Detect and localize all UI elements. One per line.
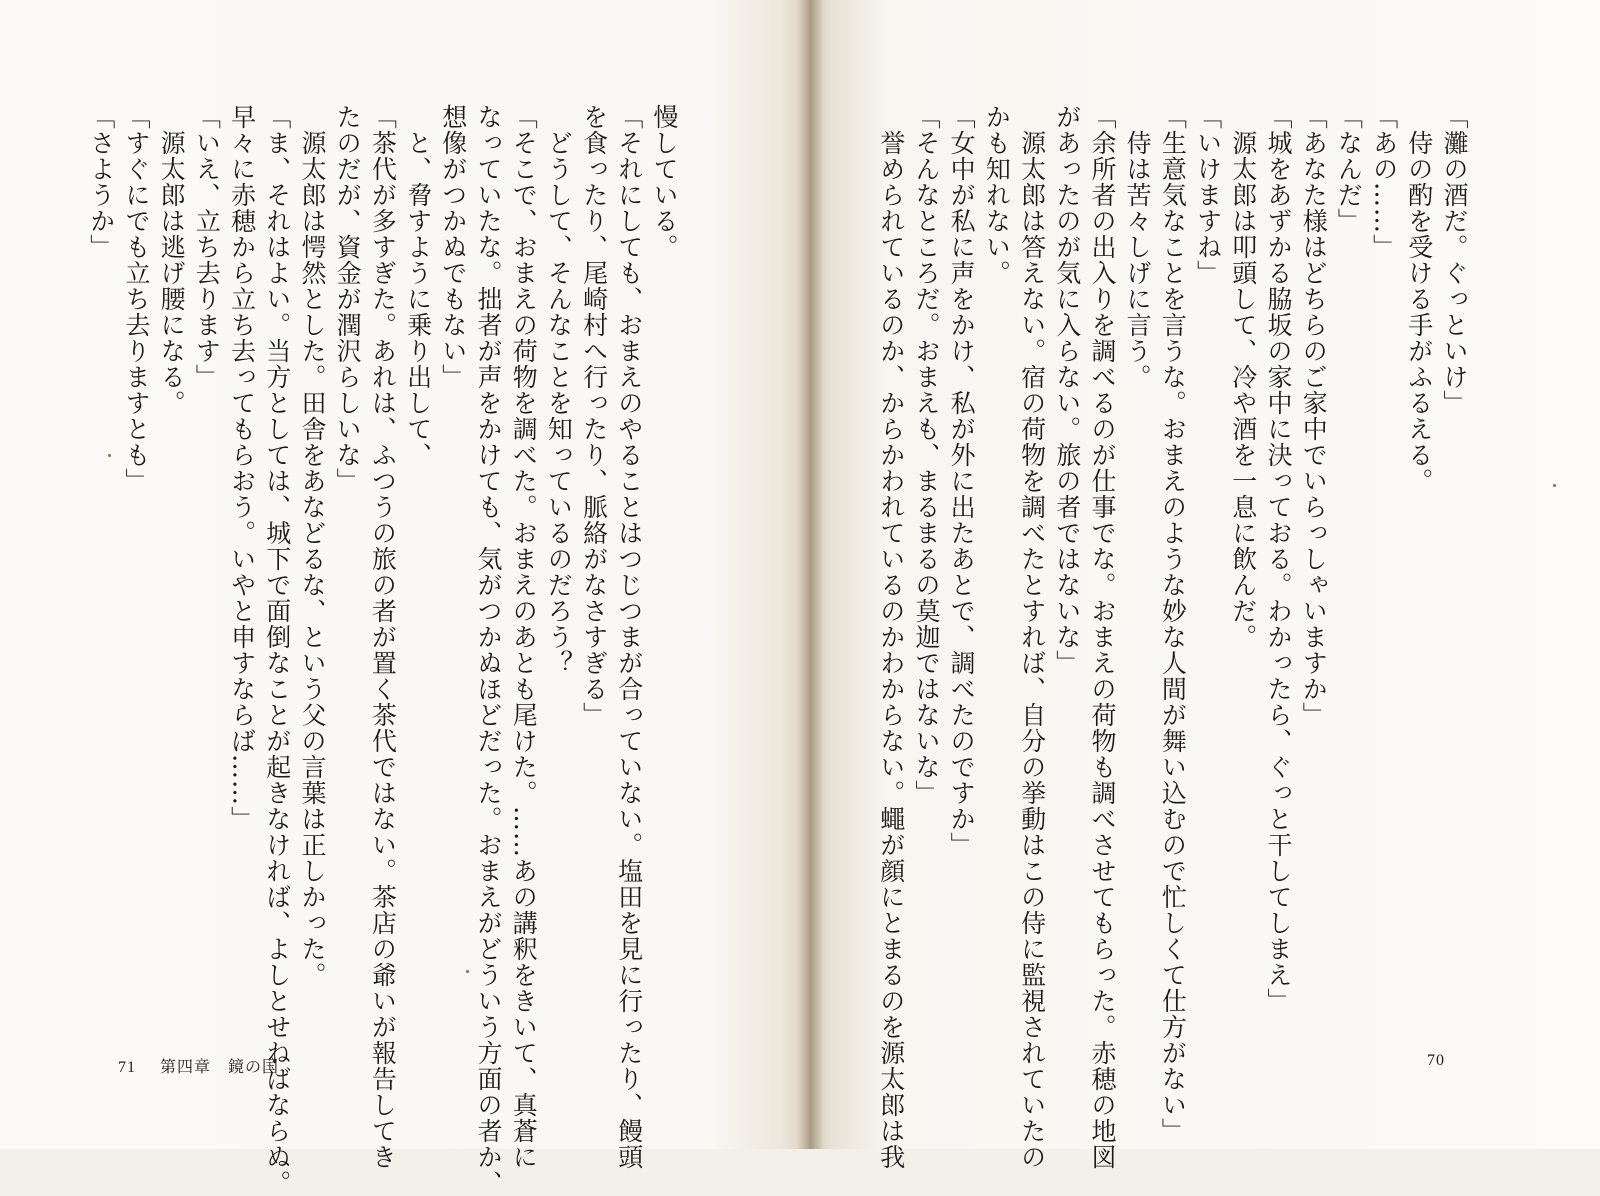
page-number-left: 71	[118, 1059, 136, 1076]
text-line: 源太郎は逃げ腰になる。	[157, 104, 187, 416]
text-line: たのだが、資金が潤沢らしいな」	[333, 104, 363, 494]
text-line: 「茶代が多すぎた。あれは、ふつうの旅の者が置く茶代ではない。茶店の爺いが報告してき	[368, 104, 398, 1170]
page-number-right: 70	[1427, 1052, 1445, 1069]
text-line: 「あの……」	[1369, 104, 1399, 260]
text-line: 「あなた様はどちらのご家中でいらっしゃいますか」	[1299, 104, 1329, 728]
text-line: 「すぐにでも立ち去りますとも」	[121, 104, 151, 494]
text-line: 早々に赤穂から立ち去ってもらおう。いやと申すならば……」	[227, 104, 257, 832]
text-line: 「それにしても、おまえのやることはつじつまが合っていない。塩田を見に行ったり、饅頭	[614, 104, 644, 1170]
text-line: どうして、そんなことを知っているのだろう？	[544, 104, 574, 676]
text-line: 源太郎は愕然とした。田舎をあなどるな、という父の言葉は正しかった。	[297, 104, 327, 988]
text-line: かも知れない。	[982, 104, 1012, 286]
text-line: 「余所者の出入りを調べるのが仕事でな。おまえの荷物も調べさせてもらった。赤穂の地図	[1087, 104, 1117, 1170]
print-speck	[1553, 484, 1556, 487]
text-line: 想像がつかぬでもない」	[438, 104, 468, 390]
text-line: 「いけますね」	[1193, 104, 1223, 286]
text-line: 「城をあずかる脇坂の家中に決っておる。わかったら、ぐっと干してしまえ」	[1263, 104, 1293, 1014]
text-line: 源太郎は叩頭して、冷や酒を一息に飲んだ。	[1228, 104, 1258, 650]
text-line: 「いえ、立ち去ります」	[192, 104, 222, 390]
text-line: 「そんなところだ。おまえも、まるまるの莫迦ではないな」	[911, 104, 941, 806]
text-line: 源太郎は答えない。宿の荷物を調べたとすれば、自分の挙動はこの侍に監視されていたの	[1017, 104, 1047, 1170]
text-line: 「なんだ」	[1334, 104, 1364, 234]
text-line: と、脅すように乗り出して、	[403, 104, 433, 468]
left-page-footer	[118, 1054, 279, 1077]
text-line: 「そこで、おまえの荷物を調べた。おまえのあとも尾けた。……あの講釈をきいて、真蒼に	[509, 104, 539, 1170]
text-line: 「生意気なことを言うな。おまえのような妙な人間が舞い込むので忙しくて仕方がない」	[1158, 104, 1188, 1144]
text-line: 慢している。	[650, 104, 679, 260]
text-line: 侍は苦々しげに言う。	[1123, 104, 1153, 390]
text-line: 「灘の酒だ。ぐっといけ」	[1440, 104, 1469, 416]
text-line: があったのが気に入らない。旅の者ではないな」	[1052, 104, 1082, 676]
text-line: 「さようか」	[86, 104, 116, 260]
chapter-header: 第四章 鏡の国	[160, 1059, 280, 1076]
print-speck	[108, 454, 111, 457]
text-line: なっていたな。拙者が声をかけても、気がつかぬほどだった。おまえがどういう方面の者か、	[473, 104, 503, 1196]
book-gutter	[796, 0, 822, 1149]
print-speck	[466, 970, 469, 973]
text-line: 侍の酌を受ける手がふるえる。	[1404, 104, 1434, 494]
text-line: 誉められているのか、からかわれているのかわからない。蠅が顔にとまるのを源太郎は我	[876, 104, 906, 1170]
text-line: 「女中が私に声をかけ、私が外に出たあとで、調べたのですか」	[947, 104, 977, 858]
text-line: 「ま、それはよい。当方としては、城下で面倒なことが起きなければ、よしとせねばならぬ。	[262, 104, 292, 1196]
text-line: を食ったり、尾崎村へ行ったり、脈絡がなさすぎる」	[579, 104, 609, 728]
